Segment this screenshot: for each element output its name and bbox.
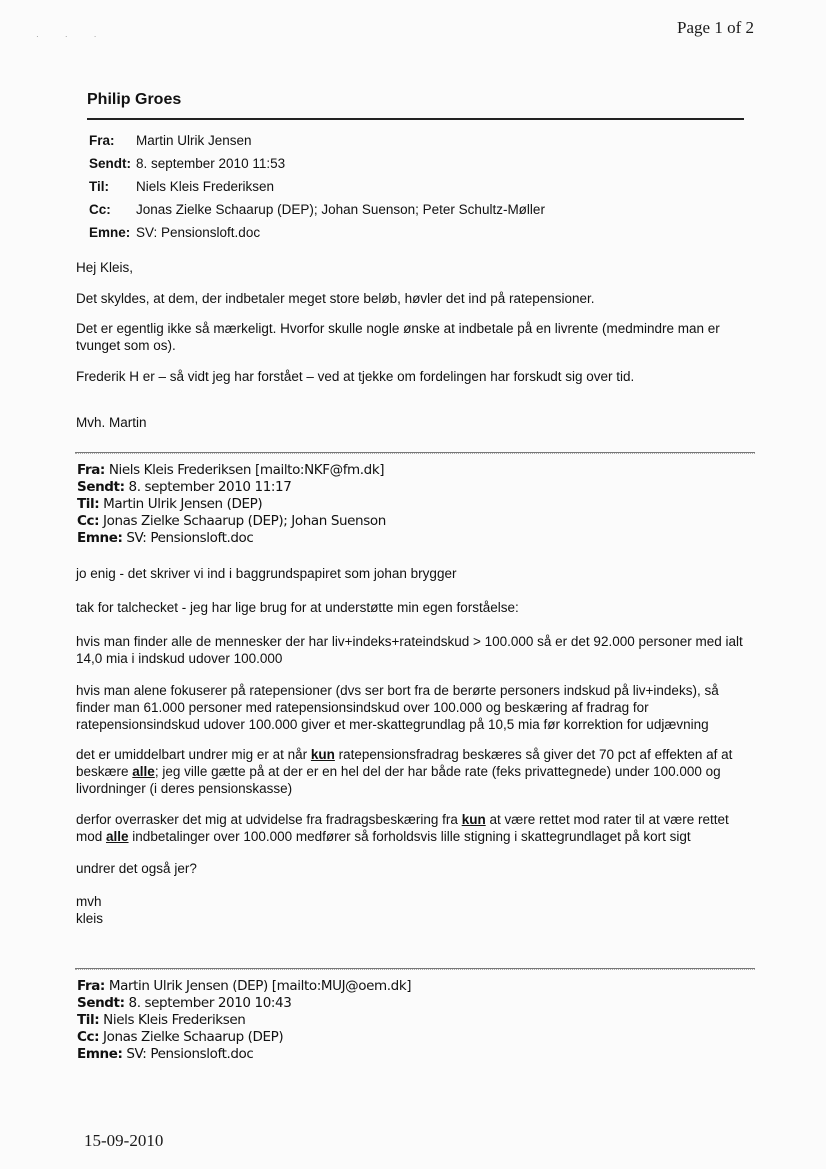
emphasis: kun — [461, 812, 486, 827]
subject-label: Emne: — [77, 530, 123, 546]
from-label: Fra: — [77, 462, 105, 478]
cc-label: Cc: — [77, 513, 100, 529]
email1-paragraph: Frederik H er – så vidt jeg har forstået – ved at tjekke om fordelingen har forskudt sig over tid. — [76, 369, 635, 384]
email2-signoff: mvh — [76, 894, 102, 909]
to-value: Niels Kleis Frederiksen — [103, 1012, 246, 1028]
cc-value: Jonas Zielke Schaarup (DEP) — [103, 1029, 284, 1045]
subject-value: SV: Pensionsloft.doc — [126, 530, 254, 546]
from-value: Martin Ulrik Jensen (DEP) [mailto:MUJ@oem.dk] — [108, 978, 412, 994]
text-run: det er umiddelbart undrer mig er at når — [76, 747, 311, 762]
to-value: Niels Kleis Frederiksen — [136, 179, 275, 194]
emphasis: alle — [132, 764, 155, 779]
text-run: ; jeg ville gætte på at der er en hel del der har både rate (feks privattegnede) under 100.000 og livordninger (i deres pensionskasse) — [76, 764, 721, 796]
email2-paragraph — [76, 746, 756, 797]
sent-label: Sendt: — [77, 479, 125, 495]
from-value: Niels Kleis Frederiksen [mailto:NKF@fm.dk] — [108, 462, 385, 478]
text-run: ratepensionsfradrag beskæres så giver det 70 pct af effekten af at beskære — [76, 747, 733, 779]
text-run: derfor overrasker det mig at udvidelse fra fradragsbeskæring fra — [76, 812, 462, 827]
cc-label: Cc: — [89, 202, 111, 217]
mailbox-owner: Philip Groes — [87, 91, 182, 108]
scan-specks: · · · — [36, 32, 109, 41]
to-label: Til: — [77, 1012, 100, 1028]
reply-divider — [75, 452, 755, 454]
email2-paragraph: hvis man finder alle de mennesker der har liv+indeks+rateindskud > 100.000 så er det 92.000 personer med ialt 14,0 mia i indskud udover 100.000 — [76, 634, 743, 666]
reply-divider — [75, 968, 755, 970]
to-label: Til: — [77, 496, 100, 512]
sent-label: Sendt: — [77, 995, 125, 1011]
page-number: Page 1 of 2 — [677, 18, 754, 37]
emphasis: alle — [106, 829, 129, 844]
email1-signoff: Mvh. Martin — [76, 415, 147, 430]
emphasis: kun — [310, 747, 335, 762]
sent-value: 8. september 2010 11:53 — [136, 156, 286, 171]
sent-label: Sendt: — [89, 156, 131, 171]
to-label: Til: — [89, 179, 109, 194]
subject-value: SV: Pensionsloft.doc — [126, 1046, 254, 1062]
footer-date: 15-09-2010 — [84, 1131, 164, 1150]
header-rule — [87, 118, 744, 120]
from-label: Fra: — [77, 978, 105, 994]
sent-value: 8. september 2010 10:43 — [128, 995, 292, 1011]
cc-value: Jonas Zielke Schaarup (DEP); Johan Suenson — [103, 513, 386, 529]
email1-header — [89, 129, 545, 244]
from-value: Martin Ulrik Jensen — [136, 133, 252, 148]
text-run: indbetalinger over 100.000 medfører så forholdsvis lille stigning i skattegrundlaget på kort sigt — [128, 829, 691, 844]
subject-label: Emne: — [89, 225, 131, 240]
text-run: at være rettet mod rater til at være rettet mod — [76, 812, 729, 844]
to-value: Martin Ulrik Jensen (DEP) — [103, 496, 263, 512]
email2-paragraph — [76, 811, 756, 845]
cc-value: Jonas Zielke Schaarup (DEP); Johan Suenson; Peter Schultz-Møller — [136, 202, 545, 217]
email2-paragraph: tak for talchecket - jeg har lige brug for at understøtte min egen forståelse: — [76, 600, 519, 615]
email2-paragraph: undrer det også jer? — [76, 861, 197, 876]
email1-paragraph: Det skyldes, at dem, der indbetaler meget store beløb, høvler det ind på ratepensioner. — [76, 291, 595, 306]
cc-label: Cc: — [77, 1029, 100, 1045]
sent-value: 8. september 2010 11:17 — [128, 479, 292, 495]
subject-label: Emne: — [77, 1046, 123, 1062]
email2-paragraph: jo enig - det skriver vi ind i baggrundspapiret som johan brygger — [76, 566, 457, 581]
from-label: Fra: — [89, 133, 115, 148]
email3-header — [77, 978, 411, 1063]
email2-signature: kleis — [76, 911, 104, 926]
email1-greeting: Hej Kleis, — [76, 260, 134, 275]
email1-paragraph: Det er egentlig ikke så mærkeligt. Hvorfor skulle nogle ønske at indbetale på en livrente (medmindre man er tvunget som os). — [76, 321, 720, 353]
subject-value: SV: Pensionsloft.doc — [136, 225, 261, 240]
email2-paragraph: hvis man alene fokuserer på ratepensioner (dvs ser bort fra de berørte personers indskud på liv+indeks), så finder man 61.000 personer med ratepensionsindskud over 100.000 og beskæring af fradrag for ratepensionsindskud udover 100.000 giver et mer-skattegrundlag på 10,5 mia før korrektion for udjævning — [76, 683, 719, 732]
email2-header — [77, 462, 386, 547]
